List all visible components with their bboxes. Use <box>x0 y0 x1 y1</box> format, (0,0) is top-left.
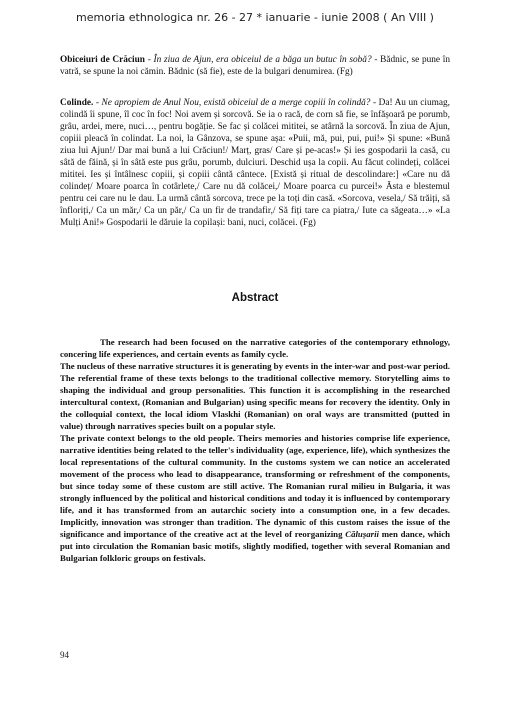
abstract-heading: Abstract <box>231 292 279 304</box>
entry-term: Colinde. <box>60 98 94 108</box>
abstract-paragraph-3-text: The private context belongs to the old people. Theirs memories and histories comprise life experience, narrative identities being related to the teller's individuality (age, experience, life), which synthesizes the local representations of the cultural community. In the customs system we can notice an accelerated movement of the process who lead to disappearance, transforming or refreshment of the components, but since today some of these custom are still active. The Romanian rural milieu in Bulgaria, it was strongly influenced by the political and historical conditions and today it is influenced by contemporary life, and it has transformed from an autarchic society into a consumption one, in a few decades. Implicitly, innovation was stronger than tradition. The dynamic of this custom raises the issue of the significance and importance of the creative act at the level of reorganizing <box>60 433 450 539</box>
abstract-paragraph-3-end: men dance, which put into circulation the Romanian basic motifs, slightly modified, together with several Romanian and Bulgarian folkloric groups on festivals. <box>60 529 451 563</box>
abstract-paragraph-3 <box>60 432 450 564</box>
entry-question: Ne apropiem de Anul Nou, există obiceiul de a merge copiii în colindă? <box>101 98 371 108</box>
entry-christmas-customs <box>60 54 450 78</box>
entry-separator: - <box>144 55 154 65</box>
entry-answer: - Bădnic, se pune în vatră, se spune la noi cămin. Bădnic (să fie), este de la bulgari denumirea. (Fg) <box>60 55 450 77</box>
running-header: memoria ethnologica nr. 26 - 27 * ianuarie - iunie 2008 ( An VIII ) <box>76 11 434 24</box>
abstract-paragraph-2: The nucleus of these narrative structures it is generating by events in the inter-war and post-war period. The referential frame of these texts belongs to the traditional collective memory. Storytelling aims to shaping the individual and group personalities. This function it is accomplishing in the researched intercultural context, (Romanian and Bulgarian) using specific means for recovery the identity. Only in the colloquial context, the local idiom Vlaskhi (Romanian) on oral ways are transmitted (putted in value) through narratives species built on a popular style. <box>60 361 450 431</box>
entry-carols <box>60 97 450 229</box>
entry-separator: - <box>93 98 102 108</box>
entry-question: În ziua de Ajun, era obiceiul de a băga un butuc în sobă? <box>153 55 372 65</box>
page-number: 94 <box>60 650 69 660</box>
abstract-body <box>60 336 450 564</box>
entry-term: Obiceiuri de Crăciun <box>60 55 145 65</box>
abstract-italic-term: Călușarii <box>345 529 379 539</box>
entry-answer: - Da! Au un ciumag, colindă îi spune, îl coc în foc! Noi avem și sorcovă. Se ia o racă, de corn să fie, se înfășoară pe porumb, grâu, ardei, mere, nuci…, pentru bogăție. Se fac și colăcei mititei, se atârnă la sorcovă. În ziua de Ajun, copiii pleacă în colindat. La noi, la Gânzova, se spune așa: «Puii, mă, pui, pui, pui!» Și spune: «Bună ziua lui Ajun!/ Dar mai bună a lui Crăciun!/ Marț, gras/ Care și pe-acas!» Și ies gospodarii la casă, cu sâtă de făină, și în sâtă este pus grâu, porumb, dulciuri. Deschid ușa la copii. Au făcut colindeți, colăcei mititei. Ies și întâlnesc copiii, și copiii cântă cântece. [Există și ritual de descolindare:] «Care nu dă colindeț/ Moare poarca în cotârlete,/ Care nu dă colăcei,/ Moare poarca cu purcei!» Ăsta e blestemul pentru cei care nu le dau. La urmă cântă sorcova, trece pe la toți din casă. «Sorcova, vesela,/ Să trăiți, să înfloriți,/ Ca un măr,/ Ca un păr,/ Ca un fir de trandafir,/ Să fiți tare ca piatra,/ Iute ca săgeata…» «La Mulți Ani!» Gospodarii le dăruie la copilași: bani, nuci, colăcei. (Fg) <box>60 98 450 228</box>
abstract-paragraph-1: The research had been focused on the narrative categories of the contemporary ethnology, concering life experiences, and certain events as family cycle. <box>60 337 450 359</box>
